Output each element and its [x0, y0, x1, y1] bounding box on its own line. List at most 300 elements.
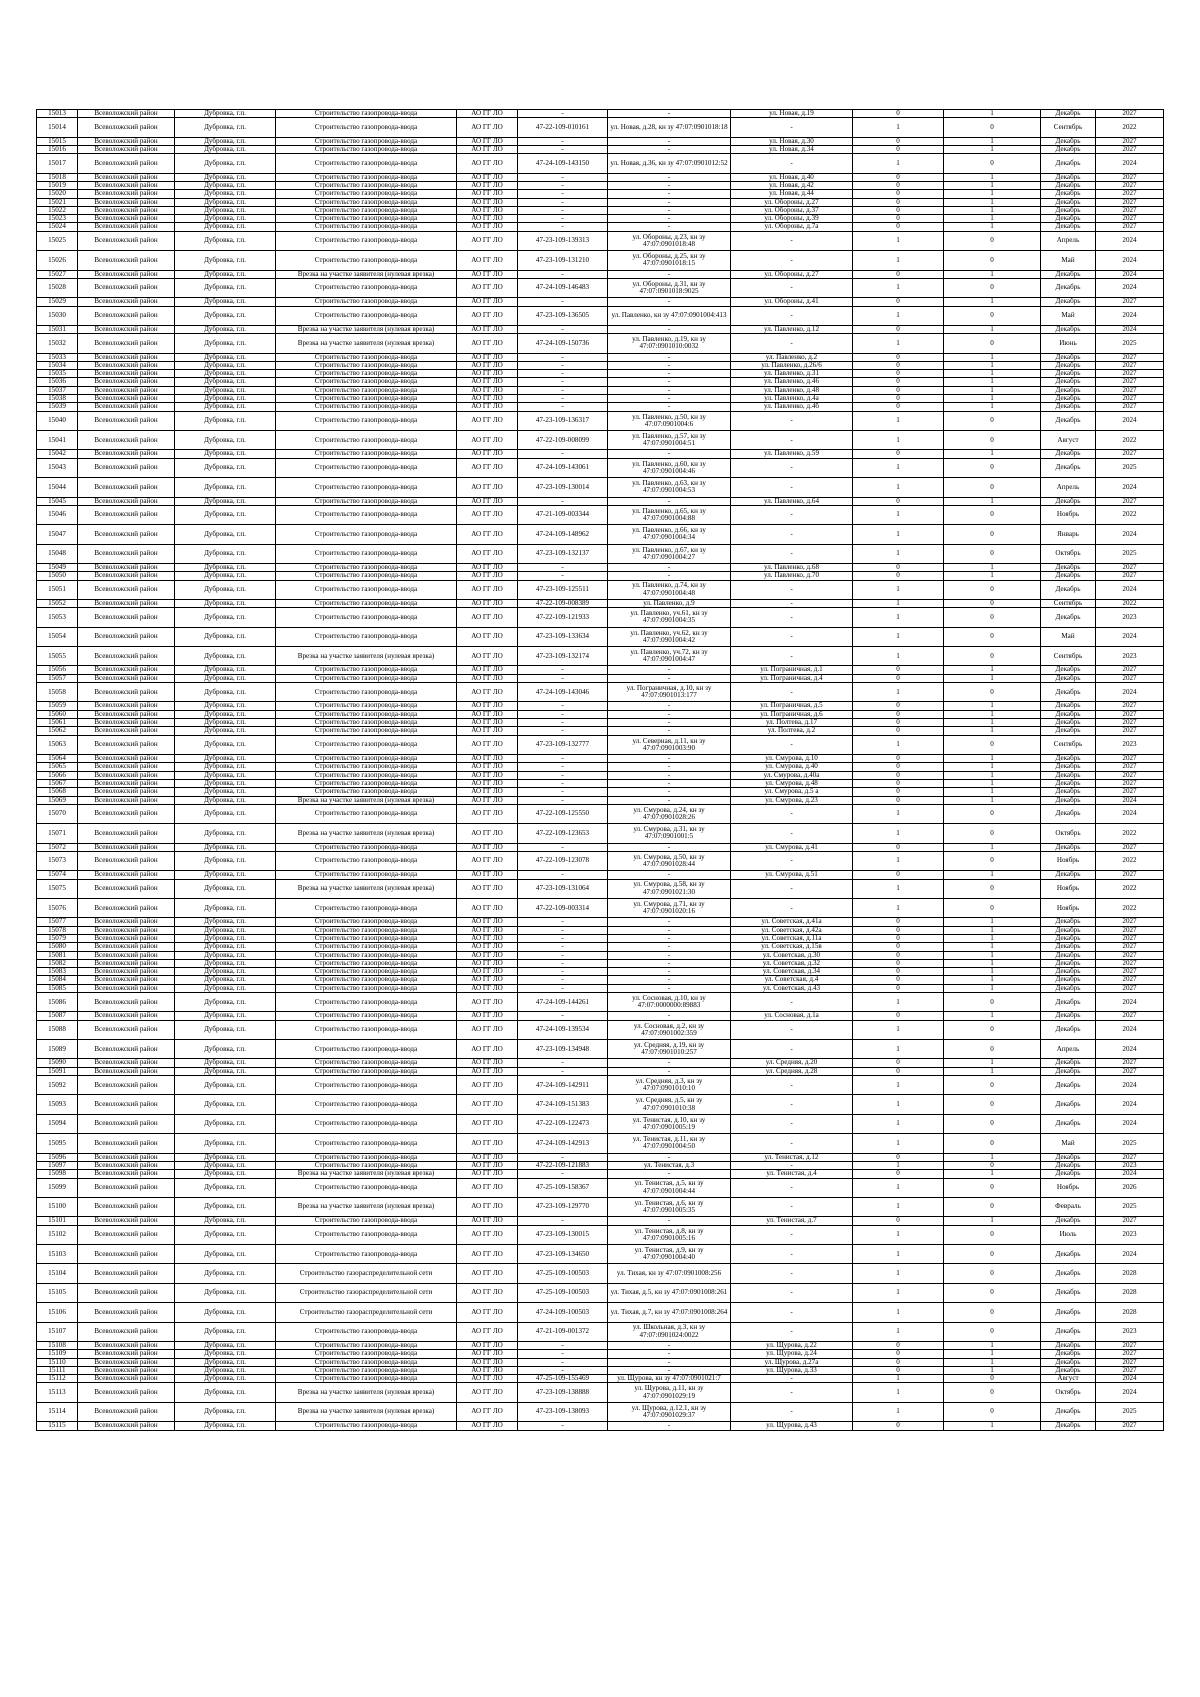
table-row [37, 1020, 1164, 1039]
cell-address: - [731, 544, 853, 563]
cell-cadastral-parcel: ул. Тихая, д.7, кн зу 47:07:0901008:264 [608, 1303, 731, 1322]
table-row [37, 898, 1164, 917]
cell-flag-a: 1 [853, 231, 944, 250]
cell-year: 2027 [1096, 779, 1164, 787]
cell-cadastral-parcel: ул. Смурова, д.24, кн зу 47:07:0901028:26 [608, 804, 731, 823]
cell-flag-b: 1 [944, 710, 1041, 718]
table-row [37, 755, 1164, 763]
cell-id: 15115 [37, 1422, 78, 1430]
cell-district: Всеволожский район [78, 1375, 175, 1383]
cell-operator: АО ГГ ЛО [457, 564, 518, 572]
cell-cadastral-parcel: - [608, 198, 731, 206]
cell-application-number: 47-23-109-131064 [518, 879, 608, 898]
cell-address: - [731, 599, 853, 607]
cell-cadastral-parcel: - [608, 926, 731, 934]
cell-operator: АО ГГ ЛО [457, 1358, 518, 1366]
cell-year: 2027 [1096, 206, 1164, 214]
cell-year: 2025 [1096, 458, 1164, 477]
cell-year: 2022 [1096, 431, 1164, 450]
cell-flag-b: 1 [944, 270, 1041, 278]
cell-district: Всеволожский район [78, 497, 175, 505]
cell-settlement: Дубровка, г.п. [175, 727, 276, 735]
cell-flag-a: 1 [853, 879, 944, 898]
table-row [37, 478, 1164, 497]
cell-district: Всеволожский район [78, 298, 175, 306]
cell-flag-b: 0 [944, 599, 1041, 607]
cell-flag-b: 1 [944, 564, 1041, 572]
table-row [37, 544, 1164, 563]
cell-work-type: Строительство газопровода-ввода [276, 206, 457, 214]
cell-cadastral-parcel: - [608, 450, 731, 458]
cell-id: 15042 [37, 450, 78, 458]
cell-work-type: Строительство газопровода-ввода [276, 395, 457, 403]
cell-operator: АО ГГ ЛО [457, 378, 518, 386]
cell-work-type: Строительство газопровода-ввода [276, 951, 457, 959]
cell-cadastral-parcel: ул. Смурова, д.58, кн зу 47:07:0901021:30 [608, 879, 731, 898]
cell-settlement: Дубровка, г.п. [175, 395, 276, 403]
table-row [37, 1303, 1164, 1322]
cell-id: 15061 [37, 719, 78, 727]
cell-settlement: Дубровка, г.п. [175, 666, 276, 674]
cell-address: ул. Смурова, д.5 а [731, 788, 853, 796]
cell-flag-a: 0 [853, 1350, 944, 1358]
cell-application-number: - [518, 1153, 608, 1161]
cell-application-number: 47-24-109-143061 [518, 458, 608, 477]
cell-application-number: - [518, 1217, 608, 1225]
cell-settlement: Дубровка, г.п. [175, 353, 276, 361]
cell-year: 2027 [1096, 984, 1164, 992]
cell-flag-a: 0 [853, 674, 944, 682]
cell-year: 2027 [1096, 968, 1164, 976]
cell-application-number: - [518, 395, 608, 403]
cell-work-type: Врезка на участке заявителя (нулевая врезка) [276, 1402, 457, 1421]
cell-flag-a: 0 [853, 395, 944, 403]
cell-address: ул. Павленко, д.26/6 [731, 361, 853, 369]
cell-operator: АО ГГ ЛО [457, 386, 518, 394]
cell-id: 15106 [37, 1303, 78, 1322]
cell-flag-b: 0 [944, 544, 1041, 563]
cell-settlement: Дубровка, г.п. [175, 403, 276, 411]
cell-flag-a: 1 [853, 993, 944, 1012]
cell-flag-a: 0 [853, 181, 944, 189]
cell-flag-a: 0 [853, 771, 944, 779]
cell-id: 15067 [37, 779, 78, 787]
table-row [37, 1350, 1164, 1358]
cell-district: Всеволожский район [78, 771, 175, 779]
cell-application-number: 47-23-109-139313 [518, 231, 608, 250]
table-row [37, 1161, 1164, 1169]
cell-year: 2024 [1096, 278, 1164, 297]
cell-application-number: - [518, 788, 608, 796]
cell-settlement: Дубровка, г.п. [175, 735, 276, 754]
cell-cadastral-parcel: ул. Сосновая, д.10, кн зу 47:07:0000000:89883 [608, 993, 731, 1012]
cell-month: Декабрь [1041, 1322, 1096, 1341]
cell-work-type: Строительство газораспределительной сети [276, 1303, 457, 1322]
cell-operator: АО ГГ ЛО [457, 804, 518, 823]
cell-flag-a: 0 [853, 1012, 944, 1020]
cell-flag-a: 0 [853, 137, 944, 145]
cell-flag-a: 0 [853, 145, 944, 153]
cell-flag-b: 1 [944, 370, 1041, 378]
cell-flag-a: 1 [853, 306, 944, 325]
cell-flag-a: 1 [853, 154, 944, 173]
cell-cadastral-parcel: - [608, 951, 731, 959]
cell-cadastral-parcel: ул. Павленко, д.74, кн зу 47:07:0901004:48 [608, 580, 731, 599]
cell-application-number: 47-23-109-130015 [518, 1225, 608, 1244]
cell-id: 15071 [37, 824, 78, 843]
cell-year: 2024 [1096, 1114, 1164, 1133]
cell-settlement: Дубровка, г.п. [175, 627, 276, 646]
cell-district: Всеволожский район [78, 1012, 175, 1020]
cell-flag-b: 0 [944, 1161, 1041, 1169]
cell-cadastral-parcel: ул. Средняя, д.19, кн зу 47:07:0901010:257 [608, 1040, 731, 1059]
cell-flag-a: 1 [853, 525, 944, 544]
cell-district: Всеволожский район [78, 173, 175, 181]
cell-address: - [731, 306, 853, 325]
cell-settlement: Дубровка, г.п. [175, 647, 276, 666]
cell-operator: АО ГГ ЛО [457, 1217, 518, 1225]
cell-work-type: Врезка на участке заявителя (нулевая врезка) [276, 1383, 457, 1402]
cell-cadastral-parcel: - [608, 702, 731, 710]
cell-work-type: Строительство газопровода-ввода [276, 431, 457, 450]
cell-address: - [731, 1375, 853, 1383]
cell-flag-b: 1 [944, 918, 1041, 926]
cell-settlement: Дубровка, г.п. [175, 1134, 276, 1153]
cell-operator: АО ГГ ЛО [457, 788, 518, 796]
cell-district: Всеволожский район [78, 1114, 175, 1133]
cell-operator: АО ГГ ЛО [457, 1095, 518, 1114]
table-row [37, 190, 1164, 198]
cell-id: 15063 [37, 735, 78, 754]
cell-id: 15062 [37, 727, 78, 735]
table-row [37, 270, 1164, 278]
cell-settlement: Дубровка, г.п. [175, 370, 276, 378]
cell-month: Декабрь [1041, 361, 1096, 369]
cell-operator: АО ГГ ЛО [457, 1076, 518, 1095]
table-row [37, 1059, 1164, 1067]
cell-settlement: Дубровка, г.п. [175, 386, 276, 394]
cell-cadastral-parcel: - [608, 145, 731, 153]
cell-work-type: Строительство газопровода-ввода [276, 231, 457, 250]
table-row [37, 984, 1164, 992]
cell-id: 15032 [37, 334, 78, 353]
table-row [37, 788, 1164, 796]
cell-operator: АО ГГ ЛО [457, 1020, 518, 1039]
cell-year: 2024 [1096, 1375, 1164, 1383]
table-row [37, 926, 1164, 934]
table-row [37, 145, 1164, 153]
table-row [37, 1358, 1164, 1366]
cell-id: 15093 [37, 1095, 78, 1114]
cell-district: Всеволожский район [78, 110, 175, 118]
cell-address: ул. Смурова, д.40 [731, 763, 853, 771]
cell-month: Май [1041, 627, 1096, 646]
cell-id: 15104 [37, 1264, 78, 1283]
cell-address: ул. Павленко, д.70 [731, 572, 853, 580]
cell-id: 15046 [37, 505, 78, 524]
cell-id: 15074 [37, 871, 78, 879]
cell-month: Декабрь [1041, 959, 1096, 967]
cell-flag-a: 1 [853, 1264, 944, 1283]
cell-operator: АО ГГ ЛО [457, 1012, 518, 1020]
cell-district: Всеволожский район [78, 1076, 175, 1095]
table-row [37, 278, 1164, 297]
table-row [37, 1366, 1164, 1374]
cell-cadastral-parcel: ул. Тенистая, д.5, кн зу 47:07:0901004:44 [608, 1178, 731, 1197]
cell-district: Всеволожский район [78, 843, 175, 851]
cell-work-type: Строительство газопровода-ввода [276, 1114, 457, 1133]
cell-cadastral-parcel: - [608, 727, 731, 735]
cell-application-number: 47-24-109-139534 [518, 1020, 608, 1039]
cell-flag-b: 1 [944, 110, 1041, 118]
cell-district: Всеволожский район [78, 993, 175, 1012]
cell-year: 2024 [1096, 993, 1164, 1012]
cell-application-number: - [518, 796, 608, 804]
cell-cadastral-parcel: - [608, 796, 731, 804]
cell-flag-a: 0 [853, 976, 944, 984]
cell-district: Всеволожский район [78, 431, 175, 450]
cell-year: 2027 [1096, 843, 1164, 851]
cell-address: - [731, 1161, 853, 1169]
cell-application-number: - [518, 959, 608, 967]
cell-operator: АО ГГ ЛО [457, 270, 518, 278]
table-row [37, 215, 1164, 223]
cell-work-type: Строительство газопровода-ввода [276, 719, 457, 727]
cell-flag-a: 0 [853, 361, 944, 369]
cell-settlement: Дубровка, г.п. [175, 1170, 276, 1178]
cell-work-type: Врезка на участке заявителя (нулевая врезка) [276, 325, 457, 333]
cell-flag-b: 1 [944, 572, 1041, 580]
cell-work-type: Строительство газопровода-ввода [276, 137, 457, 145]
cell-year: 2024 [1096, 1170, 1164, 1178]
cell-cadastral-parcel: - [608, 968, 731, 976]
cell-flag-a: 0 [853, 572, 944, 580]
cell-cadastral-parcel: - [608, 959, 731, 967]
table-row [37, 879, 1164, 898]
cell-flag-b: 1 [944, 378, 1041, 386]
cell-settlement: Дубровка, г.п. [175, 771, 276, 779]
cell-settlement: Дубровка, г.п. [175, 898, 276, 917]
cell-flag-a: 0 [853, 564, 944, 572]
cell-cadastral-parcel: - [608, 779, 731, 787]
cell-month: Декабрь [1041, 755, 1096, 763]
cell-flag-a: 1 [853, 627, 944, 646]
cell-flag-a: 0 [853, 1153, 944, 1161]
cell-year: 2024 [1096, 1020, 1164, 1039]
cell-flag-b: 0 [944, 334, 1041, 353]
table-row [37, 1422, 1164, 1430]
cell-district: Всеволожский район [78, 1322, 175, 1341]
table-row [37, 851, 1164, 870]
cell-work-type: Строительство газопровода-ввода [276, 1322, 457, 1341]
cell-address: ул. Советская, д.34 [731, 968, 853, 976]
cell-id: 15018 [37, 173, 78, 181]
cell-cadastral-parcel: ул. Павленко, д.67, кн зу 47:07:0901004:27 [608, 544, 731, 563]
cell-address: - [731, 851, 853, 870]
cell-month: Декабрь [1041, 353, 1096, 361]
cell-operator: АО ГГ ЛО [457, 1067, 518, 1075]
table-row [37, 298, 1164, 306]
cell-application-number: - [518, 370, 608, 378]
cell-cadastral-parcel: ул. Школьная, д.3, кн зу 47:07:0901024:0022 [608, 1322, 731, 1341]
cell-application-number: - [518, 1067, 608, 1075]
cell-month: Январь [1041, 525, 1096, 544]
cell-address: ул. Павленко, д.59 [731, 450, 853, 458]
cell-id: 15049 [37, 564, 78, 572]
cell-work-type: Строительство газопровода-ввода [276, 993, 457, 1012]
table-body [37, 110, 1164, 1431]
cell-district: Всеволожский район [78, 1366, 175, 1374]
cell-operator: АО ГГ ЛО [457, 325, 518, 333]
cell-settlement: Дубровка, г.п. [175, 1076, 276, 1095]
cell-month: Февраль [1041, 1197, 1096, 1216]
cell-operator: АО ГГ ЛО [457, 1322, 518, 1341]
cell-operator: АО ГГ ЛО [457, 431, 518, 450]
cell-settlement: Дубровка, г.п. [175, 1217, 276, 1225]
table-row [37, 683, 1164, 702]
cell-month: Ноябрь [1041, 879, 1096, 898]
cell-address: ул. Щурова, д.22 [731, 1341, 853, 1349]
cell-cadastral-parcel: - [608, 918, 731, 926]
cell-year: 2027 [1096, 763, 1164, 771]
table-row [37, 1264, 1164, 1283]
cell-month: Декабрь [1041, 727, 1096, 735]
cell-application-number: - [518, 779, 608, 787]
cell-month: Июнь [1041, 334, 1096, 353]
cell-month: Декабрь [1041, 1217, 1096, 1225]
table-row [37, 843, 1164, 851]
table-row [37, 1375, 1164, 1383]
cell-operator: АО ГГ ЛО [457, 173, 518, 181]
cell-operator: АО ГГ ЛО [457, 181, 518, 189]
cell-month: Декабрь [1041, 137, 1096, 145]
cell-month: Декабрь [1041, 804, 1096, 823]
table-row [37, 702, 1164, 710]
cell-id: 15057 [37, 674, 78, 682]
cell-id: 15090 [37, 1059, 78, 1067]
cell-work-type: Строительство газопровода-ввода [276, 572, 457, 580]
cell-operator: АО ГГ ЛО [457, 926, 518, 934]
cell-address: ул. Обороны, д.37 [731, 206, 853, 214]
cell-flag-a: 1 [853, 851, 944, 870]
cell-flag-a: 1 [853, 544, 944, 563]
cell-year: 2025 [1096, 1134, 1164, 1153]
cell-flag-b: 1 [944, 702, 1041, 710]
cell-cadastral-parcel: ул. Щурова, д.11, кн зу 47:07:0901029:19 [608, 1383, 731, 1402]
cell-district: Всеволожский район [78, 145, 175, 153]
cell-flag-a: 0 [853, 1341, 944, 1349]
cell-flag-a: 1 [853, 647, 944, 666]
table-row [37, 1076, 1164, 1095]
cell-flag-a: 1 [853, 804, 944, 823]
cell-address: ул. Павленко, д.31 [731, 370, 853, 378]
cell-settlement: Дубровка, г.п. [175, 1322, 276, 1341]
cell-work-type: Врезка на участке заявителя (нулевая врезка) [276, 1197, 457, 1216]
cell-district: Всеволожский район [78, 525, 175, 544]
cell-district: Всеволожский район [78, 395, 175, 403]
cell-operator: АО ГГ ЛО [457, 572, 518, 580]
cell-work-type: Строительство газопровода-ввода [276, 666, 457, 674]
cell-application-number: 47-22-109-010161 [518, 118, 608, 137]
table-row [37, 674, 1164, 682]
table-row [37, 572, 1164, 580]
cell-id: 15047 [37, 525, 78, 544]
cell-flag-a: 0 [853, 198, 944, 206]
cell-flag-a: 1 [853, 1076, 944, 1095]
cell-application-number: - [518, 215, 608, 223]
cell-district: Всеволожский район [78, 370, 175, 378]
cell-settlement: Дубровка, г.п. [175, 755, 276, 763]
cell-year: 2027 [1096, 788, 1164, 796]
cell-flag-b: 0 [944, 683, 1041, 702]
cell-work-type: Строительство газопровода-ввода [276, 1422, 457, 1430]
cell-operator: АО ГГ ЛО [457, 871, 518, 879]
cell-work-type: Строительство газопровода-ввода [276, 450, 457, 458]
cell-work-type: Строительство газопровода-ввода [276, 1020, 457, 1039]
cell-address: ул. Смурова, д.10 [731, 755, 853, 763]
cell-flag-b: 0 [944, 580, 1041, 599]
cell-operator: АО ГГ ЛО [457, 198, 518, 206]
cell-district: Всеволожский район [78, 1197, 175, 1216]
cell-id: 15089 [37, 1040, 78, 1059]
cell-flag-a: 0 [853, 1059, 944, 1067]
cell-year: 2027 [1096, 145, 1164, 153]
cell-id: 15024 [37, 223, 78, 231]
cell-district: Всеволожский район [78, 353, 175, 361]
cell-work-type: Строительство газопровода-ввода [276, 386, 457, 394]
cell-district: Всеволожский район [78, 755, 175, 763]
cell-id: 15056 [37, 666, 78, 674]
cell-year: 2027 [1096, 666, 1164, 674]
cell-year: 2024 [1096, 270, 1164, 278]
cell-month: Апрель [1041, 478, 1096, 497]
cell-flag-a: 1 [853, 1161, 944, 1169]
table-row [37, 525, 1164, 544]
cell-settlement: Дубровка, г.п. [175, 325, 276, 333]
cell-address: - [731, 1402, 853, 1421]
cell-id: 15109 [37, 1350, 78, 1358]
cell-year: 2022 [1096, 898, 1164, 917]
cell-operator: АО ГГ ЛО [457, 683, 518, 702]
cell-month: Декабрь [1041, 1153, 1096, 1161]
cell-application-number: - [518, 564, 608, 572]
cell-address: - [731, 431, 853, 450]
cell-month: Декабрь [1041, 926, 1096, 934]
cell-address: ул. Смурова, д.23 [731, 796, 853, 804]
cell-flag-b: 0 [944, 1303, 1041, 1322]
cell-cadastral-parcel: ул. Сосновая, д.2, кн зу 47:07:0901002:359 [608, 1020, 731, 1039]
cell-address: ул. Павленко, д.4б [731, 403, 853, 411]
cell-application-number: 47-24-109-148962 [518, 525, 608, 544]
cell-address: - [731, 647, 853, 666]
cell-settlement: Дубровка, г.п. [175, 450, 276, 458]
cell-district: Всеволожский район [78, 727, 175, 735]
cell-cadastral-parcel: - [608, 1153, 731, 1161]
cell-application-number: - [518, 325, 608, 333]
cell-year: 2027 [1096, 710, 1164, 718]
cell-district: Всеволожский район [78, 796, 175, 804]
cell-work-type: Строительство газопровода-ввода [276, 1134, 457, 1153]
cell-address: ул. Новая, д.44 [731, 190, 853, 198]
cell-flag-b: 0 [944, 824, 1041, 843]
cell-address: - [731, 231, 853, 250]
cell-flag-b: 0 [944, 851, 1041, 870]
cell-district: Всеволожский район [78, 1059, 175, 1067]
cell-work-type: Строительство газопровода-ввода [276, 599, 457, 607]
cell-flag-a: 0 [853, 1170, 944, 1178]
cell-settlement: Дубровка, г.п. [175, 851, 276, 870]
table-row [37, 666, 1164, 674]
